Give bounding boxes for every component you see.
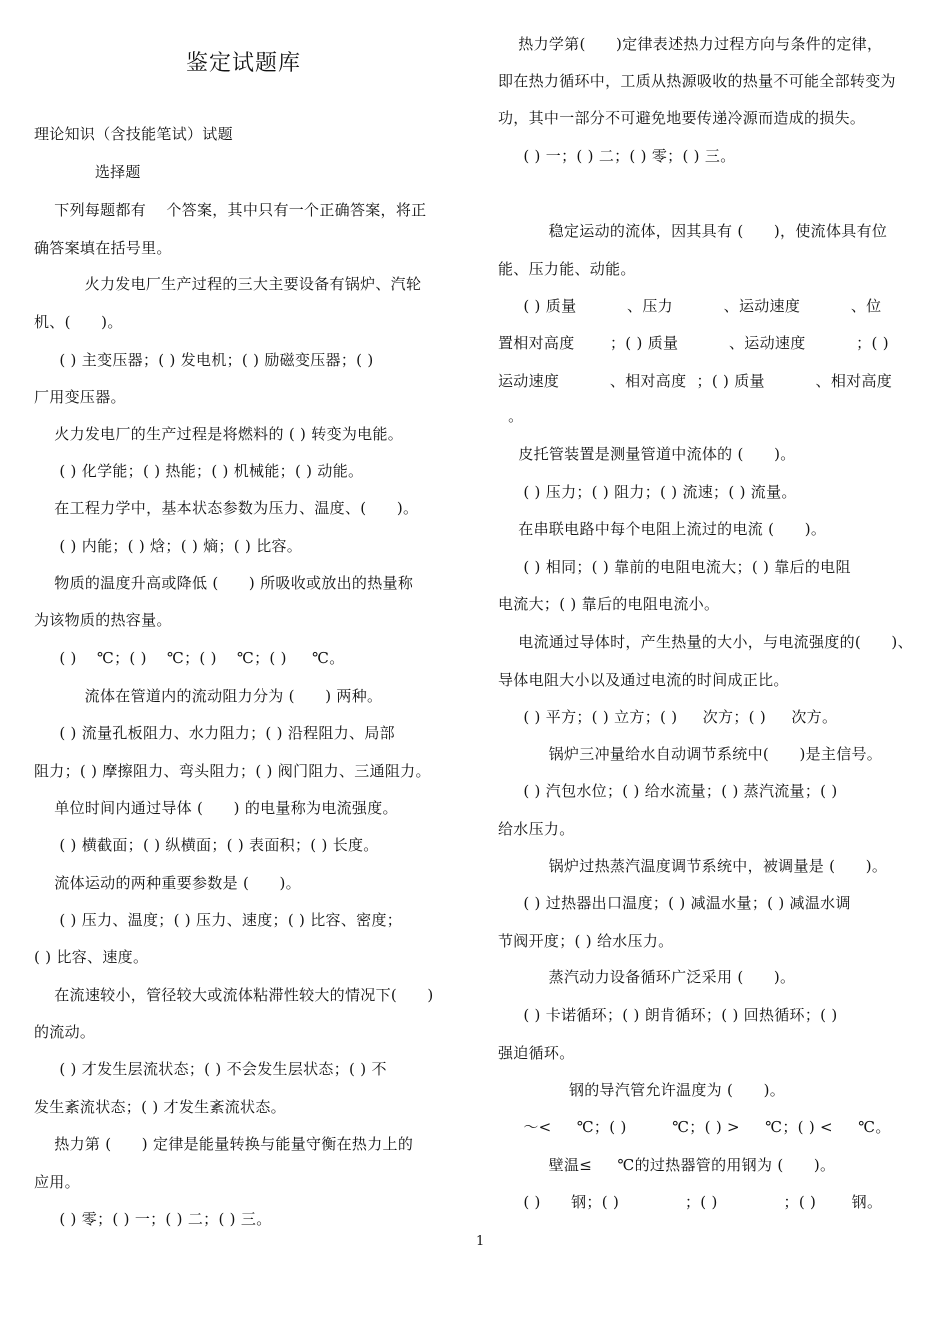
text-line: 的流动。 (34, 1023, 96, 1041)
text-line: ( ) 主变压器；( ) 发电机；( ) 励磁变压器；( ) (34, 351, 374, 369)
text-line: 厂用变压器。 (34, 388, 126, 406)
text-line: ( ) 比容、速度。 (34, 948, 149, 966)
text-line: ( ) 内能；( ) 焓；( ) 熵；( ) 比容。 (34, 537, 303, 555)
text-line: 在工程力学中，基本状态参数为压力、温度、( )。 (34, 499, 419, 517)
text-line: ( ) 质量 、压力 、运动速度 、位 (498, 297, 882, 315)
text-line: ( ) 化学能；( ) 热能；( ) 机械能；( ) 动能。 (34, 462, 364, 480)
text-line: 流体运动的两种重要参数是 ( )。 (34, 874, 301, 892)
text-line: 确答案填在括号里。 (34, 239, 172, 257)
text-line: 物质的温度升高或降低 ( ) 所吸收或放出的热量称 (34, 574, 414, 592)
text-line: 置相对高度 ；( ) 质量 、运动速度 ；( ) (498, 334, 889, 352)
text-line: 稳定运动的流体，因其具有 ( )，使流体具有位 (498, 222, 888, 240)
text-line: 。 (498, 407, 524, 425)
text-line: 锅炉三冲量给水自动调节系统中( )是主信号。 (498, 745, 883, 763)
text-line: 流体在管道内的流动阻力分为 ( ) 两种。 (34, 687, 383, 705)
text-line: 发生紊流状态；( ) 才发生紊流状态。 (34, 1098, 286, 1116)
text-line: 热力第 ( ) 定律是能量转换与能量守衡在热力上的 (34, 1135, 414, 1153)
text-line: ( ) ℃；( ) ℃；( ) ℃；( ) ℃。 (34, 649, 345, 667)
text-line: 热力学第( )定律表述热力过程方向与条件的定律， (498, 35, 883, 53)
text-line: 节阀开度；( ) 给水压力。 (498, 932, 674, 950)
text-line: 给水压力。 (498, 820, 575, 838)
text-line: ( ) 流量孔板阻力、水力阻力；( ) 沿程阻力、局部 (34, 724, 395, 742)
text-line: 应用。 (34, 1173, 80, 1191)
text-line: 单位时间内通过导体 ( ) 的电量称为电流强度。 (34, 799, 398, 817)
text-line: ～< ℃；( ) ℃；( ) > ℃；( ) < ℃。 (498, 1118, 891, 1136)
text-line: ( ) 汽包水位；( ) 给水流量；( ) 蒸汽流量；( ) (498, 782, 838, 800)
text-line: ( ) 过热器出口温度；( ) 减温水量；( ) 减温水调 (498, 894, 851, 912)
text-line: 选择题 (34, 163, 141, 181)
text-line: 钢的导汽管允许温度为 ( )。 (498, 1081, 786, 1099)
text-line: 在流速较小，管径较大或流体粘滞性较大的情况下( ) (34, 986, 434, 1004)
text-line: 电流大；( ) 靠后的电阻电流小。 (498, 595, 720, 613)
text-line: 皮托管装置是测量管道中流体的 ( )。 (498, 445, 796, 463)
text-line: 电流通过导体时，产生热量的大小，与电流强度的( )、 (498, 633, 913, 651)
text-line: 在串联电路中每个电阻上流过的电流 ( )。 (498, 520, 827, 538)
text-line: 蒸汽动力设备循环广泛采用 ( )。 (498, 968, 796, 986)
text-line: 火力发电厂生产过程的三大主要设备有锅炉、汽轮 (34, 275, 422, 293)
text-line: 强迫循环。 (498, 1044, 575, 1062)
text-line: 下列每题都有 个答案，其中只有一个正确答案，将正 (34, 201, 427, 219)
text-line: 即在热力循环中，工质从热源吸收的热量不可能全部转变为 (498, 72, 896, 90)
text-line: ( ) 才发生层流状态；( ) 不会发生层状态；( ) 不 (34, 1060, 387, 1078)
page-number: 1 (476, 1234, 485, 1249)
text-line: ( ) 平方；( ) 立方；( ) 次方；( ) 次方。 (498, 708, 838, 726)
text-line: ( ) 卡诺循环；( ) 朗肯循环；( ) 回热循环；( ) (498, 1006, 838, 1024)
text-line: 火力发电厂的生产过程是将燃料的 ( ) 转变为电能。 (34, 425, 404, 443)
text-line: 运动速度 、相对高度 ；( ) 质量 、相对高度 (498, 372, 893, 390)
text-line: 锅炉过热蒸汽温度调节系统中，被调量是 ( )。 (498, 857, 888, 875)
document-title: 鉴定试题库 (186, 51, 302, 76)
text-line: ( ) 相同；( ) 靠前的电阻电流大；( ) 靠后的电阻 (498, 558, 851, 576)
text-line: ( ) 一；( ) 二；( ) 零；( ) 三。 (498, 147, 736, 165)
text-line: ( ) 压力、温度；( ) 压力、速度；( ) 比容、密度； (34, 911, 403, 929)
text-line: 阻力；( ) 摩擦阻力、弯头阻力；( ) 阀门阻力、三通阻力。 (34, 762, 431, 780)
text-line: 理论知识（含技能笔试）试题 (34, 125, 233, 143)
text-line: ( ) 横截面；( ) 纵横面；( ) 表面积；( ) 长度。 (34, 836, 379, 854)
text-line: 为该物质的热容量。 (34, 611, 172, 629)
text-line: ( ) 钢；( ) ；( ) ；( ) 钢。 (498, 1193, 883, 1211)
text-line: 机、( )。 (34, 313, 123, 331)
text-line: 功，其中一部分不可避免地要传递冷源而造成的损失。 (498, 109, 866, 127)
text-line: 导体电阻大小以及通过电流的时间成正比。 (498, 671, 789, 689)
text-line: 壁温≤ ℃的过热器管的用钢为 ( )。 (498, 1156, 836, 1174)
text-line: ( ) 压力；( ) 阻力；( ) 流速；( ) 流量。 (498, 483, 797, 501)
text-line: ( ) 零；( ) 一；( ) 二；( ) 三。 (34, 1210, 272, 1228)
text-line: 能、压力能、动能。 (498, 260, 636, 278)
